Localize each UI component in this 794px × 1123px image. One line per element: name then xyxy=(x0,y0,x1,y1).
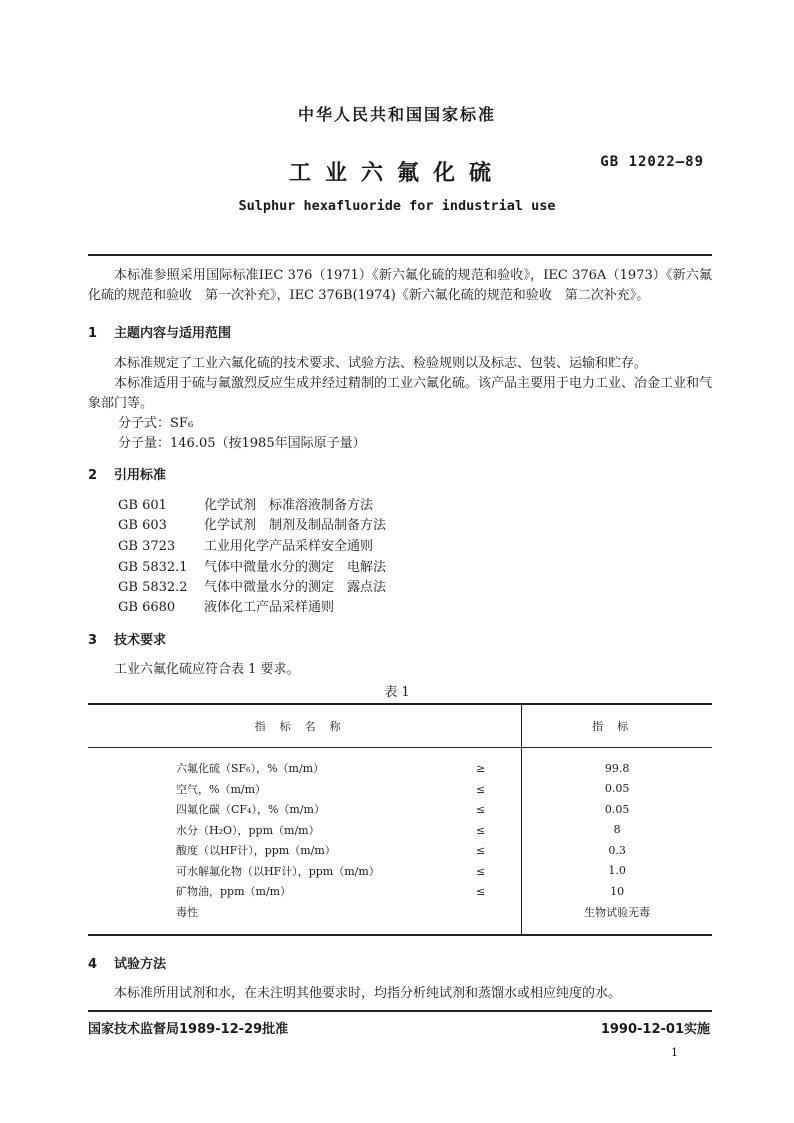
reference-title: 化学试剂 制剂及制品制备方法 xyxy=(204,518,387,533)
reference-code: GB 5832.2 xyxy=(118,580,188,595)
row-value: 生物试验无毒 xyxy=(522,902,712,936)
reference-code: GB 603 xyxy=(118,518,167,533)
row-item: 矿物油，ppm（m/m） xyxy=(176,885,292,899)
molecular-formula xyxy=(118,414,193,434)
reference-item xyxy=(118,578,386,598)
row-operator: ≤ xyxy=(476,823,486,837)
row-operator: ≤ xyxy=(476,782,486,796)
standard-body-heading: 中华人民共和国国家标准 xyxy=(297,105,496,124)
row-operator: ≤ xyxy=(476,803,486,817)
approval-date: 国家技术监督局1989-12-29批准 xyxy=(88,1022,289,1037)
table-row xyxy=(88,881,712,902)
section-number: 1 xyxy=(88,326,98,341)
row-item: 酸度（以HF计），ppm（m/m） xyxy=(176,844,336,858)
header-divider xyxy=(88,254,712,256)
row-value: 8 xyxy=(613,823,621,837)
specification-table xyxy=(88,703,712,936)
section-title: 主题内容与适用范围 xyxy=(114,326,232,341)
reference-item xyxy=(118,537,373,557)
section-title: 引用标准 xyxy=(114,468,167,483)
reference-code: GB 601 xyxy=(118,498,167,513)
table-row xyxy=(88,748,712,779)
reference-item xyxy=(118,598,334,618)
section-title: 技术要求 xyxy=(114,633,167,648)
table-row xyxy=(88,840,712,861)
row-item: 水分（H₂O），ppm（m/m） xyxy=(176,823,320,837)
reference-title: 气体中微量水分的测定 电解法 xyxy=(204,560,387,575)
row-operator: ≤ xyxy=(476,864,486,878)
reference-title: 气体中微量水分的测定 露点法 xyxy=(204,580,387,595)
section-title: 试验方法 xyxy=(114,957,167,972)
section-4-heading xyxy=(88,953,166,972)
molecular-weight xyxy=(118,434,366,454)
table-row xyxy=(88,799,712,820)
row-value: 99.8 xyxy=(604,761,630,775)
english-title: Sulphur hexafluoride for industrial use xyxy=(238,198,556,214)
effective-date: 1990-12-01实施 xyxy=(600,1022,710,1037)
section-1-paragraph-2: 本标准适用于硫与氟激烈反应生成并经过精制的工业六氟化硫。该产品主要用于电力工业、冶金工业和气象部门等。 xyxy=(88,376,713,411)
mw-label: 分子量： xyxy=(118,436,171,451)
header-indicator: 指标 xyxy=(522,704,712,748)
section-3-paragraph: 工业六氟化硫应符合表 1 要求。 xyxy=(114,662,300,677)
reference-title: 液体化工产品采样通则 xyxy=(204,600,335,615)
section-3-heading xyxy=(88,629,166,648)
table-row xyxy=(88,779,712,800)
reference-title: 化学试剂 标准溶液制备方法 xyxy=(204,498,374,513)
section-number: 2 xyxy=(88,468,98,483)
section-number: 3 xyxy=(88,633,98,648)
row-operator: ≤ xyxy=(476,885,486,899)
section-1-paragraph-1: 本标准规定了工业六氟化硫的技术要求、试验方法、检验规则以及标志、包装、运输和贮存。 xyxy=(114,356,648,371)
footer-divider xyxy=(88,1010,712,1012)
table-row xyxy=(88,902,712,936)
mw-value: 146.05（按1985年国际原子量） xyxy=(170,436,366,451)
formula-value: SF₆ xyxy=(170,416,194,431)
row-value: 0.3 xyxy=(608,843,626,857)
table-caption: 表 1 xyxy=(384,685,410,700)
row-value: 10 xyxy=(610,884,625,898)
section-4-paragraph: 本标准所用试剂和水，在未注明其他要求时，均指分析纯试剂和蒸馏水或相应纯度的水。 xyxy=(114,986,622,1001)
table-header-row xyxy=(88,704,712,748)
row-item: 毒性 xyxy=(176,905,198,919)
row-value: 1.0 xyxy=(608,864,626,878)
section-1-heading xyxy=(88,322,231,341)
reference-item xyxy=(118,558,386,578)
row-operator: ≥ xyxy=(476,762,486,776)
intro-paragraph: 本标准参照采用国际标准IEC 376（1971）《新六氟化硫的规范和验收》，IEC 376A（1973）《新六氟化硫的规范和验收 第一次补充》，IEC 376B(1974)《新六氟化硫的规范和验收 第二次补充》。 xyxy=(88,268,712,303)
page-number: 1 xyxy=(671,1046,678,1059)
reference-code: GB 6680 xyxy=(118,600,176,615)
row-value: 0.05 xyxy=(604,782,630,796)
row-item: 六氟化硫（SF₆），%（m/m） xyxy=(176,762,325,776)
reference-code: GB 5832.1 xyxy=(118,560,188,575)
reference-title: 工业用化学产品采样安全通则 xyxy=(204,539,374,554)
table-row xyxy=(88,861,712,882)
row-operator: ≤ xyxy=(476,844,486,858)
table-row xyxy=(88,820,712,841)
reference-item xyxy=(118,496,373,516)
formula-label: 分子式： xyxy=(118,416,171,431)
row-item: 可水解氟化物（以HF计），ppm（m/m） xyxy=(176,864,380,878)
section-2-heading xyxy=(88,464,166,483)
reference-item xyxy=(118,516,386,536)
header-item-name: 指标名称 xyxy=(88,704,522,748)
reference-code: GB 3723 xyxy=(118,539,176,554)
row-value: 0.05 xyxy=(604,802,630,816)
standard-number: GB 12022—89 xyxy=(600,154,704,170)
row-item: 四氟化碳（CF₄），%（m/m） xyxy=(176,803,325,817)
row-item: 空气，%（m/m） xyxy=(176,782,267,796)
section-number: 4 xyxy=(88,957,98,972)
document-title: 工业六氟化硫 xyxy=(288,161,505,186)
